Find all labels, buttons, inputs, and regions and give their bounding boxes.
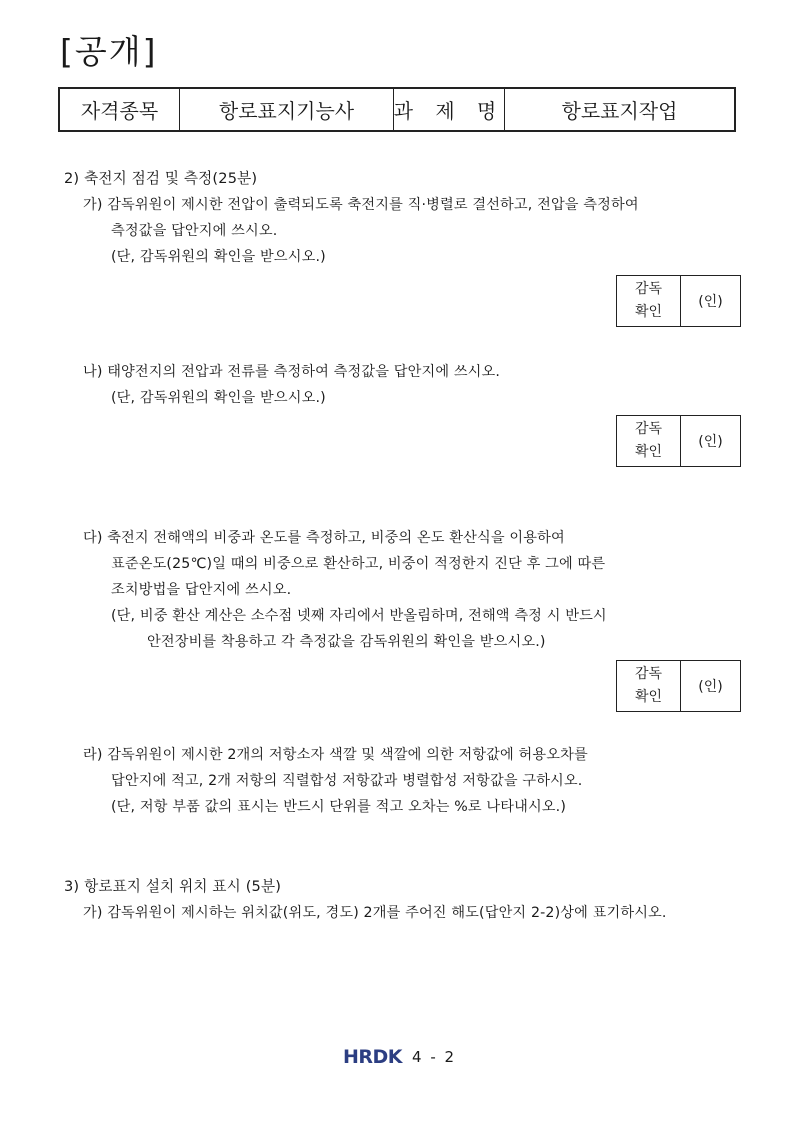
instruction-line: 나) 태양전지의 전압과 전류를 측정하여 측정값을 답안지에 쓰시오. [83, 364, 501, 380]
instruction-note: (단, 비중 환산 계산은 소수점 넷째 자리에서 반올림하며, 전해액 측정 시 반드시 [111, 608, 607, 624]
instruction-note: (단, 저항 부품 값의 표시는 반드시 단위를 적고 오차는 %로 나타내시오.) [111, 799, 567, 815]
supervisor-confirm-box [616, 660, 741, 712]
page-number: 4 - 2 [412, 1048, 457, 1066]
header-cell-qualification-value: 항로표지기능사 [180, 89, 394, 130]
seal-field: (인) [698, 434, 723, 450]
header-cell-task-label: 과 제 명 [394, 89, 505, 130]
hrdk-logo: HRDK [343, 1046, 403, 1068]
instruction-line: 표준온도(25℃)일 때의 비중으로 환산하고, 비중이 적정한지 진단 후 그에 따른 [111, 556, 606, 572]
page-footer [343, 1046, 456, 1068]
instruction-line: 다) 축전지 전해액의 비중과 온도를 측정하고, 비중의 온도 환산식을 이용하여 [83, 530, 565, 546]
confirm-label-line: 확인 [634, 689, 663, 705]
instruction-line: 조치방법을 답안지에 쓰시오. [111, 582, 292, 598]
instruction-line: 답안지에 적고, 2개 저항의 직렬합성 저항값과 병렬합성 저항값을 구하시오. [111, 773, 583, 789]
instruction-note: 안전장비를 착용하고 각 측정값을 감독위원의 확인을 받으시오.) [147, 634, 546, 650]
confirm-label-line: 감독 [634, 281, 663, 297]
supervisor-confirm-box [616, 275, 741, 327]
instruction-note: (단, 감독위원의 확인을 받으시오.) [111, 390, 326, 406]
seal-field: (인) [698, 679, 723, 695]
instruction-line: 가) 감독위원이 제시하는 위치값(위도, 경도) 2개를 주어진 해도(답안지 2-2)상에 표기하시오. [83, 905, 667, 921]
header-cell-task-value: 항로표지작업 [561, 99, 678, 123]
confirm-label [617, 661, 681, 711]
confirm-label-line: 감독 [634, 666, 663, 682]
confirm-label-line: 감독 [634, 421, 663, 437]
confirm-label [617, 276, 681, 326]
instruction-line: 가) 감독위원이 제시한 전압이 출력되도록 축전지를 직·병렬로 결선하고, 전압을 측정하여 [83, 197, 639, 213]
section-title: 2) 축전지 점검 및 측정(25분) [64, 170, 258, 187]
instruction-line: 측정값을 답안지에 쓰시오. [111, 223, 278, 239]
instruction-note: (단, 감독위원의 확인을 받으시오.) [111, 249, 326, 265]
supervisor-confirm-box [616, 415, 741, 467]
header-cell-qualification-label: 자격종목 [60, 89, 180, 130]
seal-field: (인) [698, 294, 723, 310]
confirm-label [617, 416, 681, 466]
section-title: 3) 항로표지 설치 위치 표시 (5분) [64, 878, 282, 895]
instruction-line: 라) 감독위원이 제시한 2개의 저항소자 색깔 및 색깔에 의한 저항값에 허용오차를 [83, 747, 588, 763]
header-table [58, 87, 736, 132]
confirm-label-line: 확인 [634, 304, 663, 320]
public-tag: [공개] [60, 32, 158, 71]
confirm-label-line: 확인 [634, 444, 663, 460]
